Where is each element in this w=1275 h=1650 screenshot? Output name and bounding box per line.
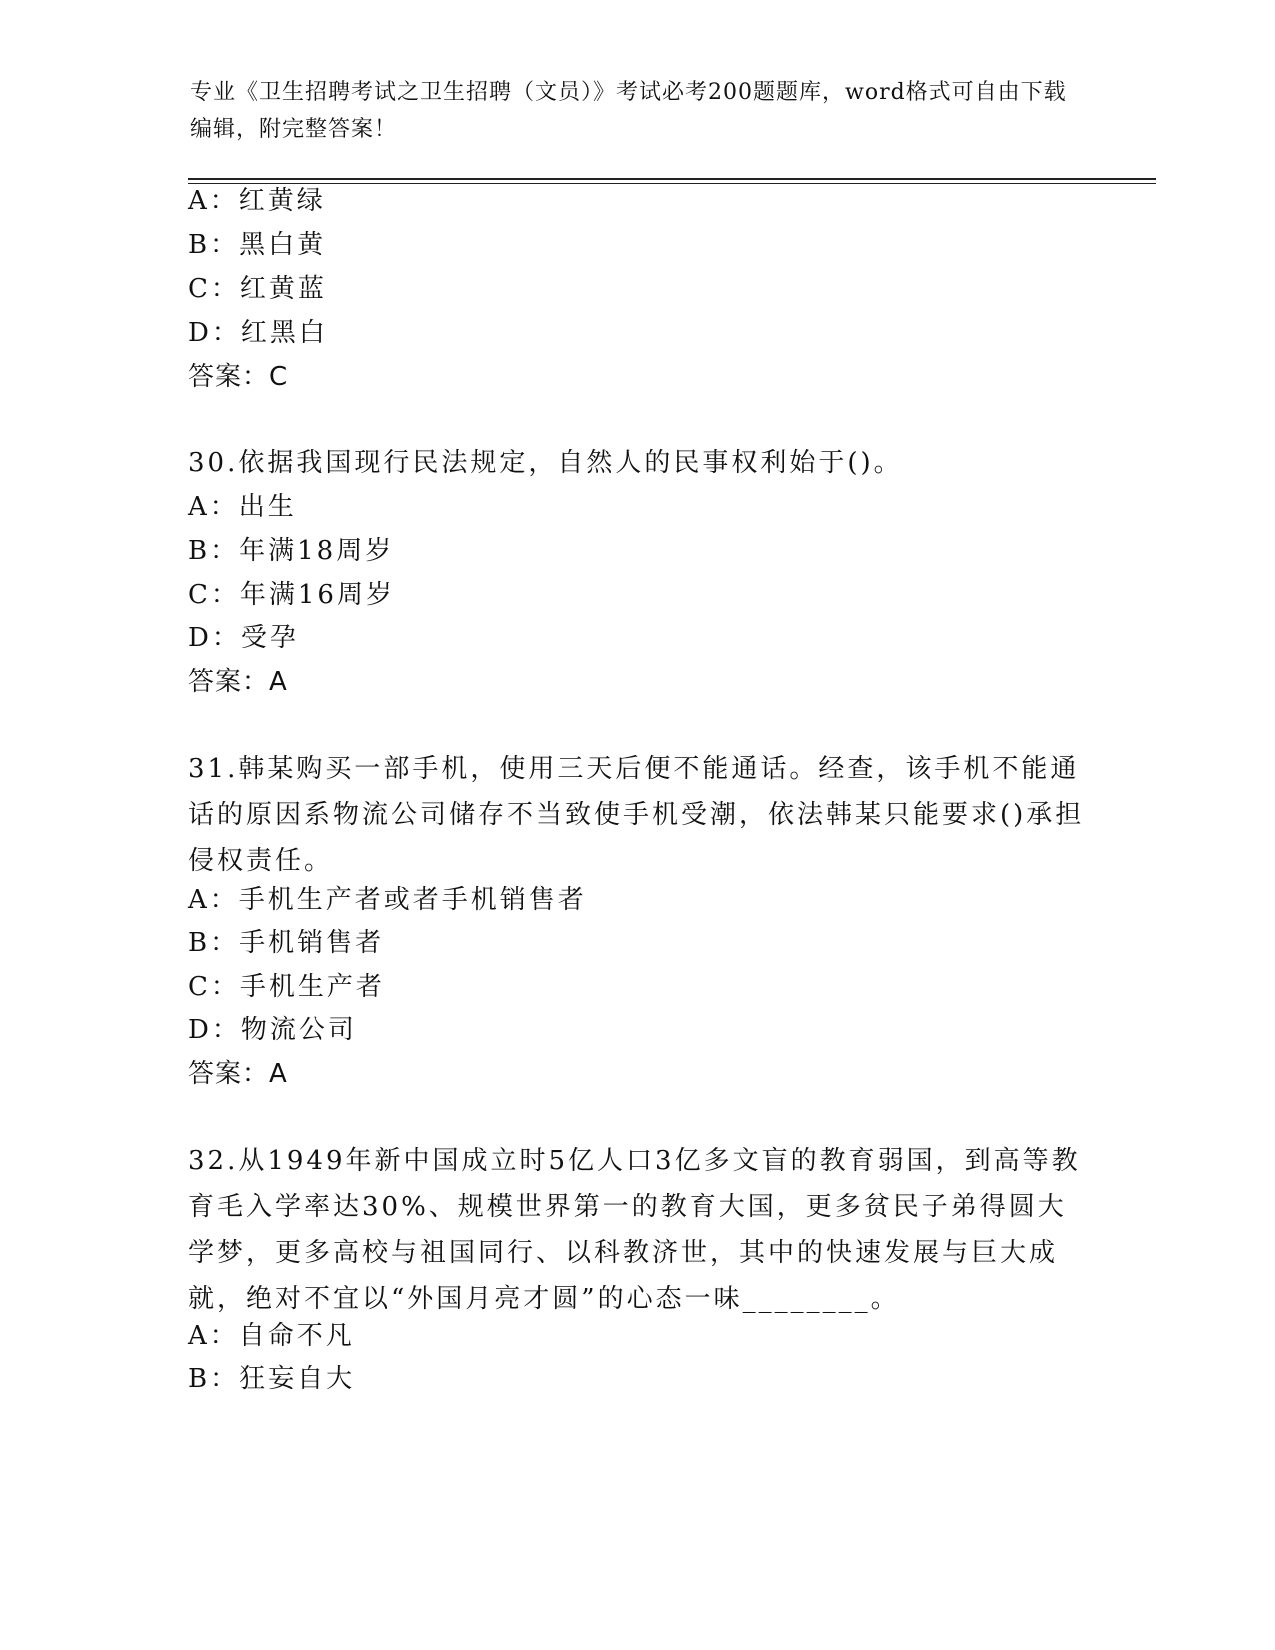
q30-question: 30.依据我国现行民法规定，自然人的民事权利始于()。 — [188, 448, 903, 478]
header-divider-thick — [188, 178, 1156, 180]
q29-option-b: B：黑白黄 — [188, 230, 327, 260]
q30-option-b: B：年满18周岁 — [188, 536, 395, 566]
q32-question: 32.从1949年新中国成立时5亿人口3亿多文盲的教育弱国，到高等教育毛入学率达30%、规模世界第一的教育大国，更多贫民子弟得圆大学梦，更多高校与祖国同行、以科教济世，其中的快速发展与巨大成就，绝对不宜以“外国月亮才圆”的心态一味________。 — [188, 1146, 1081, 1314]
document-header: 专业《卫生招聘考试之卫生招聘（文员）》考试必考200题题库，word格式可自由下载编辑，附完整答案！ — [190, 80, 1067, 142]
q30-option-a: A：出生 — [188, 492, 297, 522]
q30-option-c: C：年满16周岁 — [188, 580, 395, 610]
header-divider-thin — [188, 183, 1156, 184]
q32-option-a: A：自命不凡 — [188, 1321, 355, 1351]
q30-answer: 答案：A — [188, 667, 288, 697]
q32-option-b: B：狂妄自大 — [188, 1364, 356, 1394]
q29-option-a: A：红黄绿 — [188, 186, 326, 216]
q29-option-c: C：红黄蓝 — [188, 274, 327, 304]
q31-option-d: D：物流公司 — [188, 1015, 357, 1045]
q29-option-d: D：红黑白 — [188, 318, 328, 348]
q30-option-d: D：受孕 — [188, 623, 299, 653]
q31-answer: 答案：A — [188, 1059, 288, 1089]
q29-answer: 答案：C — [188, 362, 289, 392]
q31-option-b: B：手机销售者 — [188, 928, 385, 958]
q31-option-c: C：手机生产者 — [188, 972, 385, 1002]
q31-question: 31.韩某购买一部手机，使用三天后便不能通话。经查，该手机不能通话的原因系物流公司储存不当致使手机受潮，依法韩某只能要求()承担侵权责任。 — [188, 754, 1085, 876]
q31-option-a: A：手机生产者或者手机销售者 — [188, 885, 587, 915]
